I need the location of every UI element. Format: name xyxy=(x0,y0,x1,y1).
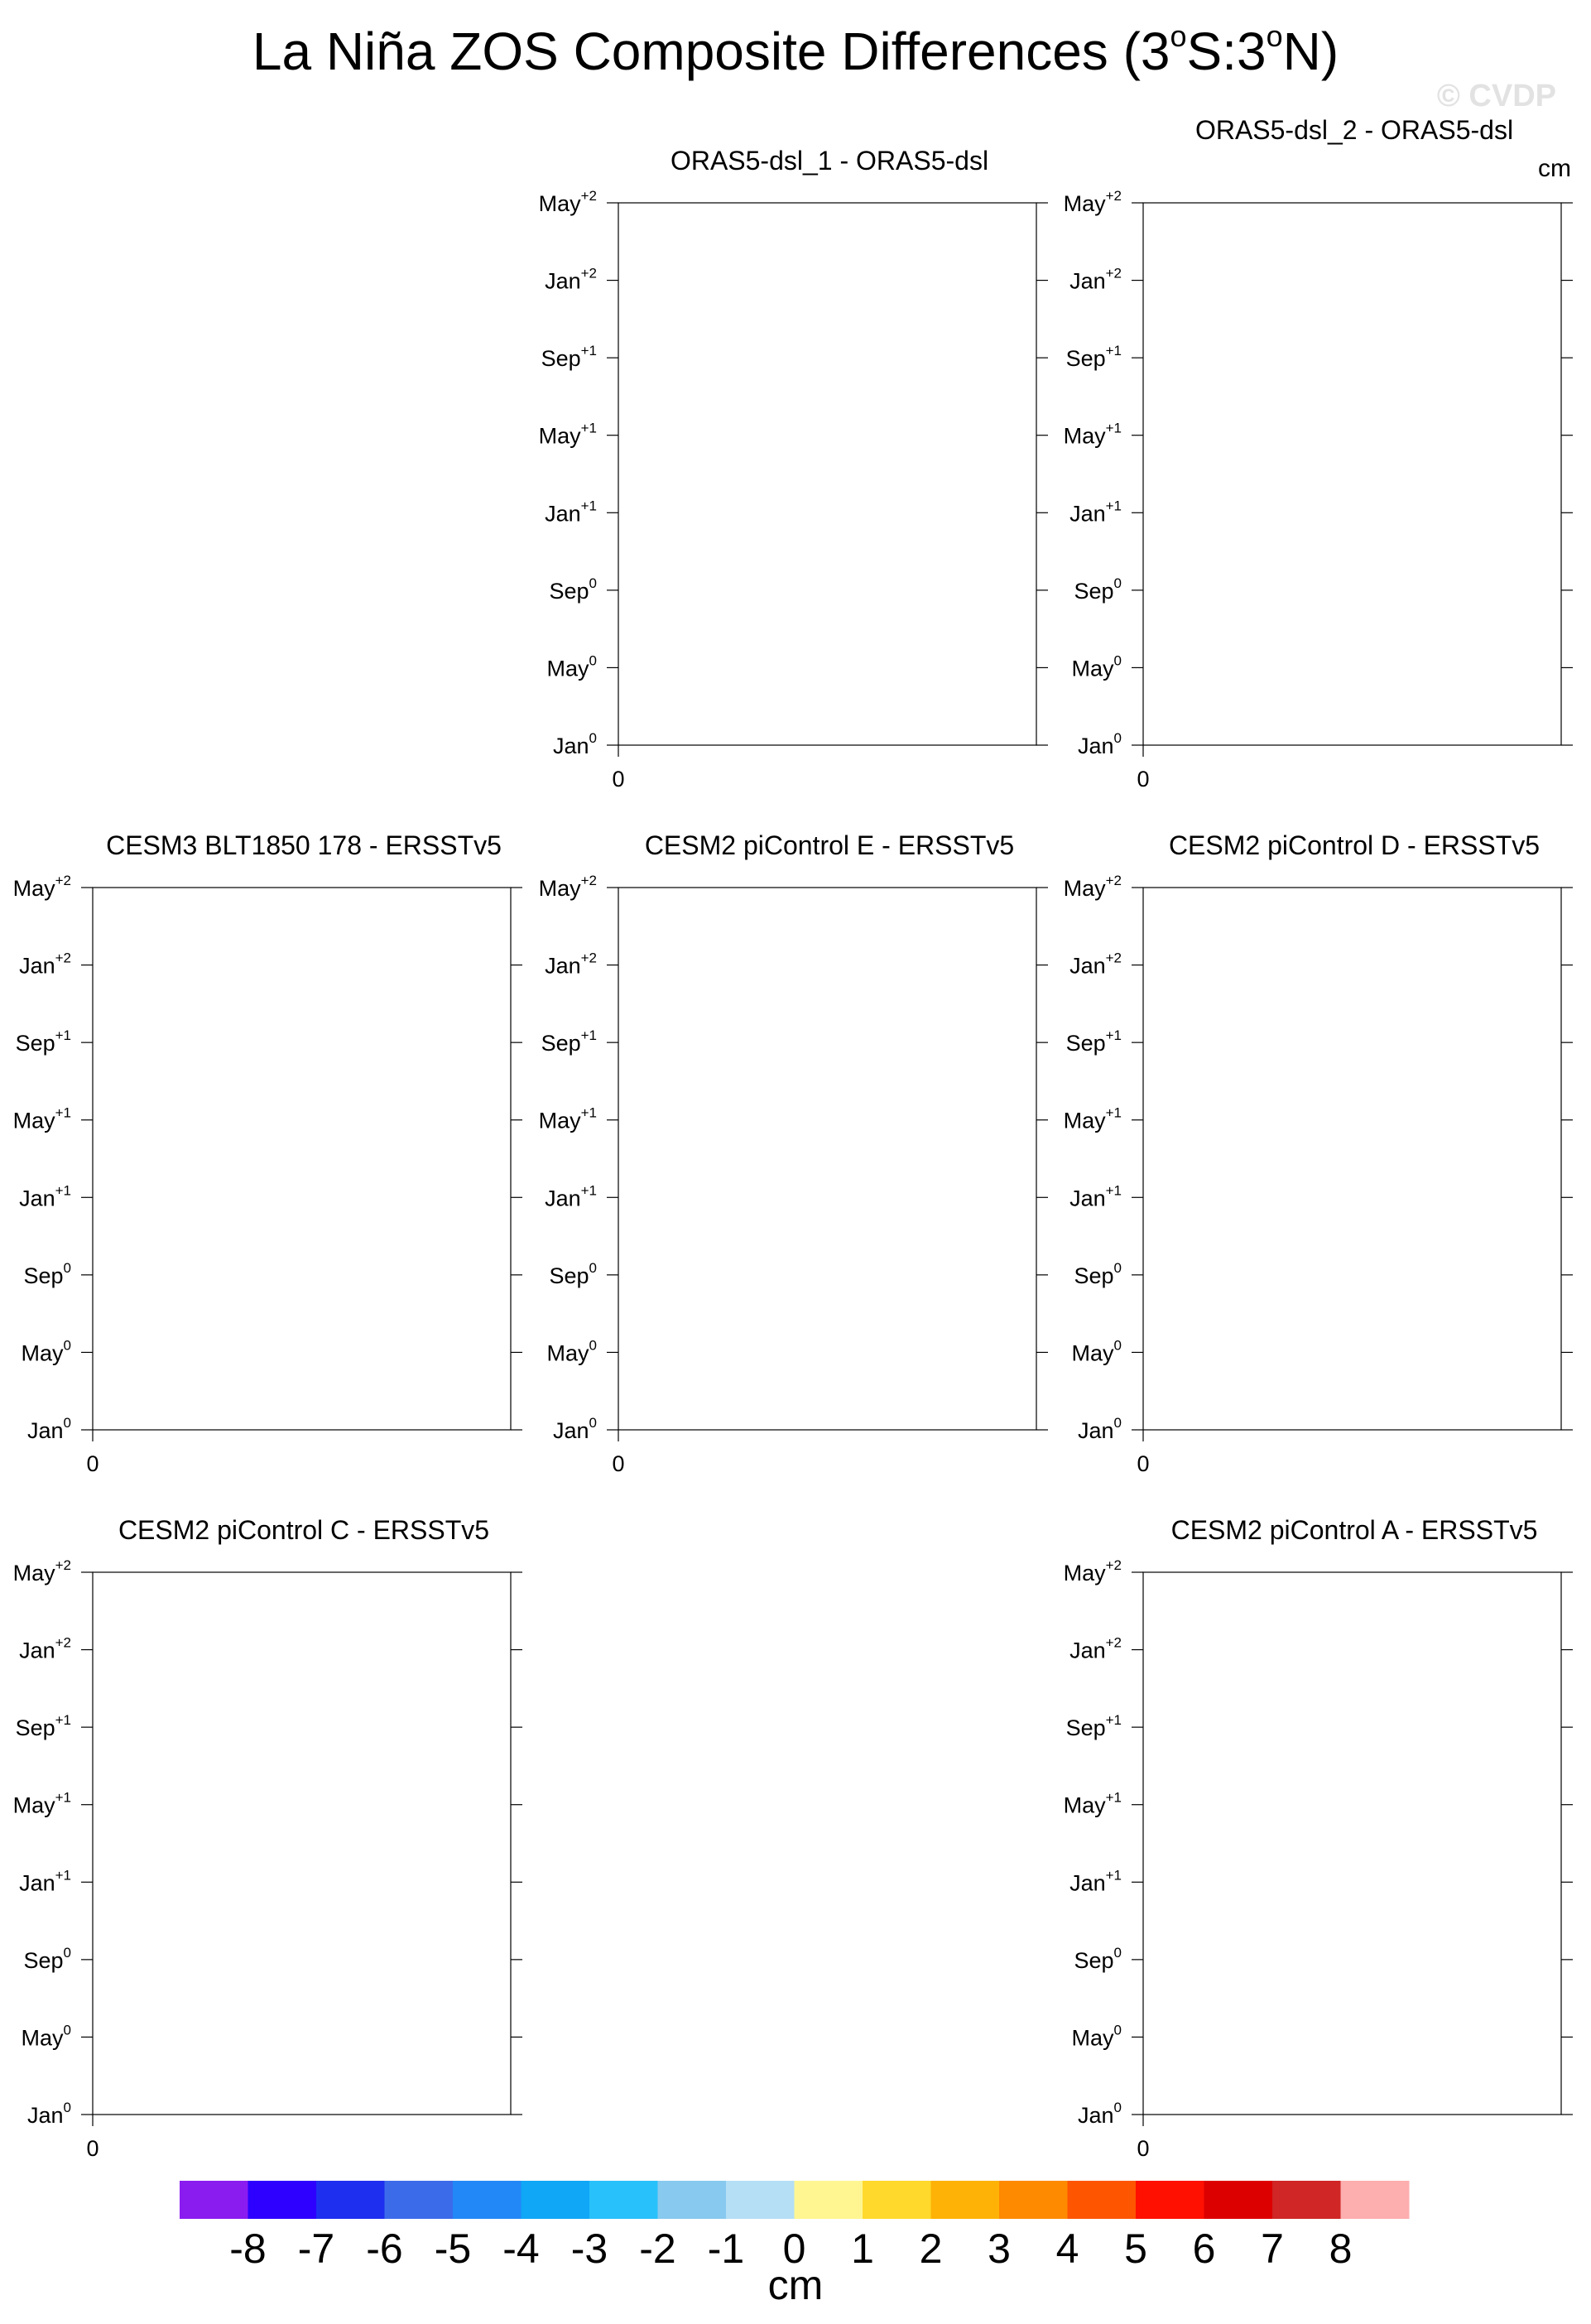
colorbar-swatch xyxy=(658,2181,727,2219)
x-tick-label: 0 xyxy=(1137,1451,1150,1476)
y-tick-label: May$^{+1}$ xyxy=(12,1104,71,1133)
y-tick-label: Jan$^{+2}$ xyxy=(19,1634,71,1663)
y-tick-label: May$^{+1}$ xyxy=(538,1104,597,1133)
y-tick-label: May$^0$ xyxy=(21,2022,71,2051)
colorbar-swatch xyxy=(726,2181,795,2219)
x-tick-label: 0 xyxy=(612,767,625,792)
y-tick-label: Jan$^{+1}$ xyxy=(19,1867,71,1896)
x-tick-label: 0 xyxy=(86,2136,99,2161)
y-tick-label: Jan$^{+1}$ xyxy=(545,1182,597,1211)
x-tick-label: 0 xyxy=(612,1451,625,1476)
panel-7 xyxy=(1064,1515,1573,2161)
colorbar-tick-label: 8 xyxy=(1329,2225,1353,2272)
colorbar-swatch xyxy=(589,2181,658,2219)
colorbar-swatch xyxy=(1136,2181,1204,2219)
y-tick-label: Sep$^{+1}$ xyxy=(541,343,597,372)
y-tick-label: May$^0$ xyxy=(546,1337,597,1366)
y-tick-label: Sep$^0$ xyxy=(1074,575,1122,604)
colorbar-tick-label: -7 xyxy=(297,2225,335,2272)
colorbar-tick-label: -3 xyxy=(570,2225,608,2272)
y-tick-label: Jan$^{+2}$ xyxy=(545,265,597,294)
y-tick-label: May$^0$ xyxy=(1071,652,1122,681)
y-tick-label: Jan$^{+2}$ xyxy=(1069,1634,1122,1663)
y-tick-label: Sep$^{+1}$ xyxy=(1065,343,1122,372)
colorbar-swatch xyxy=(999,2181,1068,2219)
colorbar-swatch xyxy=(385,2181,454,2219)
y-tick-label: May$^0$ xyxy=(1071,1337,1122,1366)
colorbar-tick-label: -6 xyxy=(366,2225,403,2272)
colorbar-tick-label: -5 xyxy=(434,2225,472,2272)
plot-frame xyxy=(1143,1572,1561,2115)
y-tick-label: Jan$^0$ xyxy=(1077,1415,1122,1443)
y-tick-label: Jan$^{+2}$ xyxy=(19,950,71,979)
y-tick-label: Jan$^0$ xyxy=(1077,2100,1122,2128)
plot-frame xyxy=(1143,888,1561,1430)
colorbar-tick-label: 2 xyxy=(919,2225,943,2272)
panel-3 xyxy=(13,830,522,1476)
colorbar-tick-label: 7 xyxy=(1261,2225,1284,2272)
y-tick-label: Sep$^0$ xyxy=(1074,1944,1122,1973)
panel-2 xyxy=(1064,115,1573,792)
watermark: © CVDP xyxy=(1436,79,1556,113)
colorbar-tick-label: 6 xyxy=(1192,2225,1216,2272)
plot-frame xyxy=(93,1572,511,2115)
page-title-post: N) xyxy=(1282,22,1339,81)
panel-title: CESM2 piControl D - ERSSTv5 xyxy=(1168,830,1541,860)
y-tick-label: Jan$^0$ xyxy=(1077,730,1122,758)
colorbar xyxy=(180,2181,1410,2308)
y-tick-label: May$^0$ xyxy=(546,652,597,681)
plot-frame xyxy=(618,888,1036,1430)
colorbar-tick-label: 0 xyxy=(782,2225,806,2272)
panel-title: CESM3 BLT1850 178 - ERSSTv5 xyxy=(106,830,502,860)
y-tick-label: May$^{+1}$ xyxy=(1063,1104,1122,1133)
panel-title: CESM2 piControl E - ERSSTv5 xyxy=(644,830,1015,860)
plot-frame xyxy=(1143,203,1561,745)
y-tick-label: May$^{+2}$ xyxy=(1063,873,1122,901)
page-title-sup2: o xyxy=(1266,19,1283,53)
plot-frame xyxy=(618,203,1036,745)
panels-group xyxy=(13,115,1573,2161)
y-tick-label: May$^{+1}$ xyxy=(538,420,597,449)
panel-4 xyxy=(539,830,1048,1476)
y-tick-label: Sep$^0$ xyxy=(549,1259,597,1288)
y-tick-label: May$^{+1}$ xyxy=(12,1789,71,1818)
y-tick-label: Jan$^0$ xyxy=(552,730,597,758)
panel-6 xyxy=(13,1515,522,2161)
colorbar-swatch xyxy=(248,2181,317,2219)
colorbar-tick-label: 5 xyxy=(1124,2225,1147,2272)
panel-title: ORAS5-dsl_2 - ORAS5-dsl xyxy=(1194,115,1514,145)
colorbar-tick-label: 1 xyxy=(851,2225,874,2272)
y-tick-label: May$^{+2}$ xyxy=(1063,188,1122,216)
y-tick-label: Jan$^{+1}$ xyxy=(545,498,597,527)
panel-title: ORAS5-dsl_1 - ORAS5-dsl xyxy=(670,146,989,176)
colorbar-swatch xyxy=(180,2181,248,2219)
y-tick-label: May$^{+2}$ xyxy=(538,188,597,216)
y-tick-label: Jan$^{+1}$ xyxy=(1069,1867,1122,1896)
colorbar-tick-label: -8 xyxy=(229,2225,267,2272)
colorbar-tick-label: -2 xyxy=(639,2225,676,2272)
colorbar-tick-label: 3 xyxy=(988,2225,1011,2272)
units-label: cm xyxy=(1538,155,1571,182)
y-tick-label: Jan$^0$ xyxy=(26,2100,71,2128)
y-tick-label: Sep$^{+1}$ xyxy=(541,1027,597,1056)
colorbar-tick-label: 4 xyxy=(1055,2225,1079,2272)
panel-1 xyxy=(539,146,1048,792)
y-tick-label: Sep$^0$ xyxy=(549,575,597,604)
colorbar-swatch xyxy=(1068,2181,1137,2219)
colorbar-swatch xyxy=(453,2181,522,2219)
colorbar-swatch xyxy=(1341,2181,1410,2219)
colorbar-swatch xyxy=(316,2181,385,2219)
y-tick-label: Sep$^0$ xyxy=(1074,1259,1122,1288)
page-title-mid: S:3 xyxy=(1186,22,1267,81)
page-title-sup1: o xyxy=(1170,19,1187,53)
x-tick-label: 0 xyxy=(1137,2136,1150,2161)
y-tick-label: Sep$^{+1}$ xyxy=(1065,1712,1122,1741)
y-tick-label: May$^{+2}$ xyxy=(1063,1557,1122,1585)
y-tick-label: May$^{+1}$ xyxy=(1063,420,1122,449)
y-tick-label: Jan$^{+2}$ xyxy=(545,950,597,979)
y-tick-label: Sep$^0$ xyxy=(23,1944,71,1973)
colorbar-swatch xyxy=(522,2181,590,2219)
y-tick-label: Jan$^{+1}$ xyxy=(1069,1182,1122,1211)
page-title xyxy=(252,19,1339,81)
colorbar-swatch xyxy=(1272,2181,1341,2219)
y-tick-label: May$^{+2}$ xyxy=(12,873,71,901)
page-title-pre: La Niña ZOS Composite Differences (3 xyxy=(252,22,1170,81)
colorbar-tick-label: -1 xyxy=(707,2225,745,2272)
x-tick-label: 0 xyxy=(86,1451,99,1476)
y-tick-label: Sep$^0$ xyxy=(23,1259,71,1288)
panel-title: CESM2 piControl C - ERSSTv5 xyxy=(118,1515,490,1545)
y-tick-label: Sep$^{+1}$ xyxy=(15,1027,71,1056)
y-tick-label: May$^0$ xyxy=(21,1337,71,1366)
y-tick-label: May$^0$ xyxy=(1071,2022,1122,2051)
panel-title: CESM2 piControl A - ERSSTv5 xyxy=(1170,1515,1538,1545)
y-tick-label: Jan$^0$ xyxy=(552,1415,597,1443)
y-tick-label: May$^{+1}$ xyxy=(1063,1789,1122,1818)
y-tick-label: Jan$^{+2}$ xyxy=(1069,950,1122,979)
x-tick-label: 0 xyxy=(1137,767,1150,792)
y-tick-label: Sep$^{+1}$ xyxy=(1065,1027,1122,1056)
colorbar-swatch xyxy=(931,2181,1000,2219)
colorbar-tick-label: -4 xyxy=(502,2225,540,2272)
y-tick-label: May$^{+2}$ xyxy=(12,1557,71,1585)
plot-frame xyxy=(93,888,511,1430)
y-tick-label: Jan$^0$ xyxy=(26,1415,71,1443)
y-tick-label: Jan$^{+2}$ xyxy=(1069,265,1122,294)
colorbar-units-label: cm xyxy=(767,2262,824,2308)
panel-5 xyxy=(1064,830,1573,1476)
y-tick-label: Sep$^{+1}$ xyxy=(15,1712,71,1741)
colorbar-swatch xyxy=(1204,2181,1273,2219)
y-tick-label: May$^{+2}$ xyxy=(538,873,597,901)
colorbar-swatch xyxy=(795,2181,863,2219)
y-tick-label: Jan$^{+1}$ xyxy=(19,1182,71,1211)
y-tick-label: Jan$^{+1}$ xyxy=(1069,498,1122,527)
colorbar-swatch xyxy=(863,2181,931,2219)
